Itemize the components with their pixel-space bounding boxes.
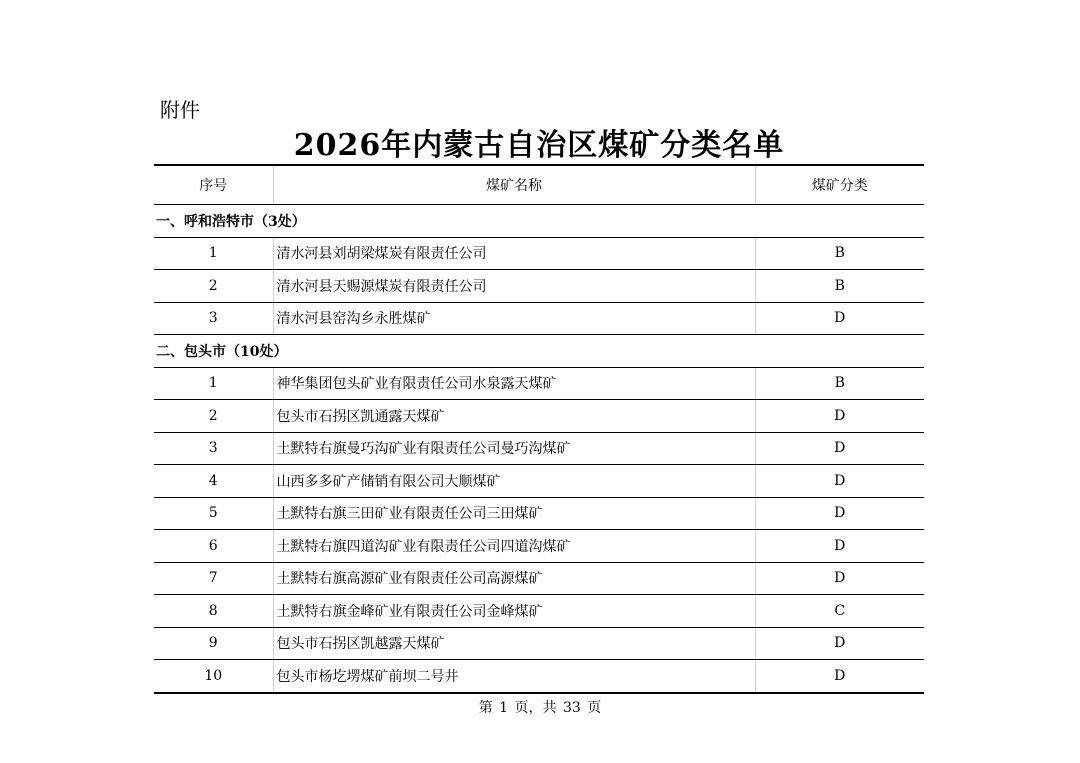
row-name: 神华集团包头矿业有限责任公司水泉露天煤矿: [273, 367, 755, 400]
row-category: D: [755, 432, 924, 465]
group-header-row: [154, 205, 924, 238]
group-header-row: [154, 335, 924, 368]
row-index: 5: [154, 497, 273, 530]
table-row: [154, 270, 924, 303]
table-row: [154, 530, 924, 563]
row-name: 包头市杨圪塄煤矿前坝二号井: [273, 660, 755, 693]
row-name: 土默特右旗四道沟矿业有限责任公司四道沟煤矿: [273, 530, 755, 563]
row-name: 土默特右旗曼巧沟矿业有限责任公司曼巧沟煤矿: [273, 432, 755, 465]
table-row: [154, 660, 924, 693]
header-category: 煤矿分类: [755, 165, 924, 205]
coal-mine-table: [154, 164, 924, 694]
row-index: 8: [154, 595, 273, 628]
row-category: D: [755, 497, 924, 530]
row-index: 9: [154, 627, 273, 660]
table-row: [154, 400, 924, 433]
group-label: 一、呼和浩特市（3处）: [154, 205, 924, 238]
table-header-row: [154, 165, 924, 205]
row-name: 山西多多矿产储销有限公司大顺煤矿: [273, 465, 755, 498]
table-row: [154, 367, 924, 400]
row-category: B: [755, 270, 924, 303]
row-category: D: [755, 627, 924, 660]
row-category: D: [755, 562, 924, 595]
attachment-label: 附件: [160, 98, 200, 122]
row-index: 3: [154, 302, 273, 335]
row-name: 土默特右旗高源矿业有限责任公司高源煤矿: [273, 562, 755, 595]
row-category: D: [755, 530, 924, 563]
table-row: [154, 465, 924, 498]
row-index: 10: [154, 660, 273, 693]
table-row: [154, 497, 924, 530]
row-name: 包头市石拐区凯通露天煤矿: [273, 400, 755, 433]
row-index: 2: [154, 270, 273, 303]
row-category: B: [755, 367, 924, 400]
table-row: [154, 562, 924, 595]
row-category: D: [755, 400, 924, 433]
row-category: C: [755, 595, 924, 628]
row-index: 2: [154, 400, 273, 433]
row-category: D: [755, 660, 924, 693]
row-category: D: [755, 465, 924, 498]
table-row: [154, 627, 924, 660]
row-index: 4: [154, 465, 273, 498]
row-index: 1: [154, 237, 273, 270]
table-row: [154, 432, 924, 465]
table-row: [154, 302, 924, 335]
row-index: 3: [154, 432, 273, 465]
group-label: 二、包头市（10处）: [154, 335, 924, 368]
header-index: 序号: [154, 165, 273, 205]
document-title: 2026年内蒙古自治区煤矿分类名单: [293, 128, 785, 163]
row-category: D: [755, 302, 924, 335]
row-name: 清水河县天赐源煤炭有限责任公司: [273, 270, 755, 303]
row-name: 清水河县刘胡梁煤炭有限责任公司: [273, 237, 755, 270]
table-row: [154, 237, 924, 270]
row-index: 6: [154, 530, 273, 563]
row-name: 清水河县窑沟乡永胜煤矿: [273, 302, 755, 335]
header-name: 煤矿名称: [273, 165, 755, 205]
page-footer: 第 1 页，共 33 页: [478, 700, 602, 716]
row-name: 包头市石拐区凯越露天煤矿: [273, 627, 755, 660]
row-index: 7: [154, 562, 273, 595]
table-row: [154, 595, 924, 628]
row-category: B: [755, 237, 924, 270]
row-name: 土默特右旗三田矿业有限责任公司三田煤矿: [273, 497, 755, 530]
row-name: 土默特右旗金峰矿业有限责任公司金峰煤矿: [273, 595, 755, 628]
row-index: 1: [154, 367, 273, 400]
